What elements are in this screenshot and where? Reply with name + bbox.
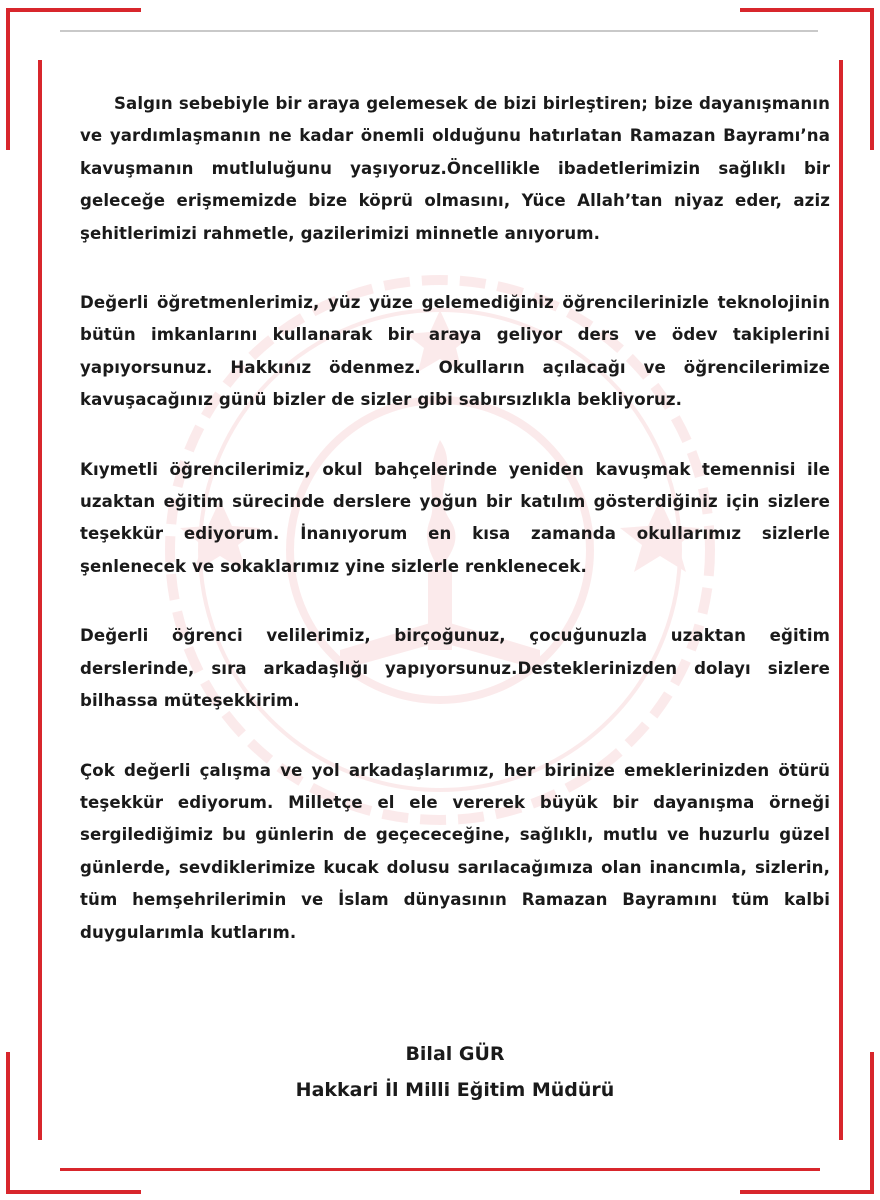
paragraph-colleagues: Çok değerli çalışma ve yol arkadaşlarımız, her birinize emeklerinizden ötürü teşekkür ediyorum. Milletçe el ele vererek büyük bir dayanışma örneği sergilediğimiz bu günlerin de geçececeğine, sağlıklı, mutlu ve huzurlu güzel günlerde, sevdiklerimize kucak dolusu sarılacağımıza olan inancımla, sizlerin, tüm hemşehrilerimin ve İslam dünyasının Ramazan Bayramını tüm kalbi duygularımla kutlarım. — [80, 760, 830, 942]
frame-top-left-vertical — [6, 8, 10, 150]
paragraph-students: Kıymetli öğrencilerimiz, okul bahçelerinde yeniden kavuşmak temennisi ile uzaktan eğitim sürecinde derslere yoğun bir katılım gösterdiğiniz için sizlere teşekkür ediyorum. İnanıyorum en kısa zamanda okullarımız sizlerle şenlenecek ve sokaklarımız yine sizlerle renklenecek. — [80, 459, 830, 576]
paragraph-greeting: Salgın sebebiyle bir araya gelemesek de bizi birleştiren; bize dayanışmanın ve yardımlaşmanın ne kadar önemli olduğunu hatırlatan Ramazan Bayramı’na kavuşmanın mutluluğunu yaşıyoruz.Öncellikle ibadetlerimizin sağlıklı bir geleceğe erişmemizde bize köprü olmasını, Yüce Allah’tan niyaz eder, aziz şehitlerimizi rahmetle, gazilerimizi minnetle anıyorum. — [80, 94, 830, 243]
frame-top-line — [60, 30, 818, 32]
frame-bottom-right-vertical — [870, 1052, 874, 1194]
frame-bottom-line — [60, 1168, 820, 1171]
paragraph-parents: Değerli öğrenci velilerimiz, birçoğunuz, çocuğunuzla uzaktan eğitim derslerinde, sıra arkadaşlığı yapıyorsunuz.Desteklerinizden dolayı sizlere bilhassa müteşekkirim. — [80, 626, 830, 711]
frame-bottom-right-horizontal — [740, 1190, 874, 1194]
signature-block — [80, 1036, 830, 1108]
frame-top-right-vertical — [870, 8, 874, 150]
letter-body — [80, 88, 830, 986]
frame-bottom-left-vertical — [6, 1052, 10, 1194]
frame-top-left-horizontal — [6, 8, 141, 12]
frame-top-right-horizontal — [740, 8, 874, 12]
frame-left-line — [38, 60, 42, 1140]
paragraph-teachers: Değerli öğretmenlerimiz, yüz yüze gelemediğiniz öğrencilerinizle teknolojinin bütün imkanlarını kullanarak bir araya geliyor ders ve ödev takiplerini yapıyorsunuz. Hakkınız ödenmez. Okulların açılacağı ve öğrencilerimize kavuşacağınız günü bizler de sizler gibi sabırsızlıkla bekliyoruz. — [80, 293, 830, 410]
signature-title: Hakkari İl Milli Eğitim Müdürü — [295, 1079, 615, 1101]
signature-name: Bilal GÜR — [405, 1043, 505, 1065]
frame-right-line — [839, 60, 843, 1140]
frame-bottom-left-horizontal — [6, 1190, 141, 1194]
